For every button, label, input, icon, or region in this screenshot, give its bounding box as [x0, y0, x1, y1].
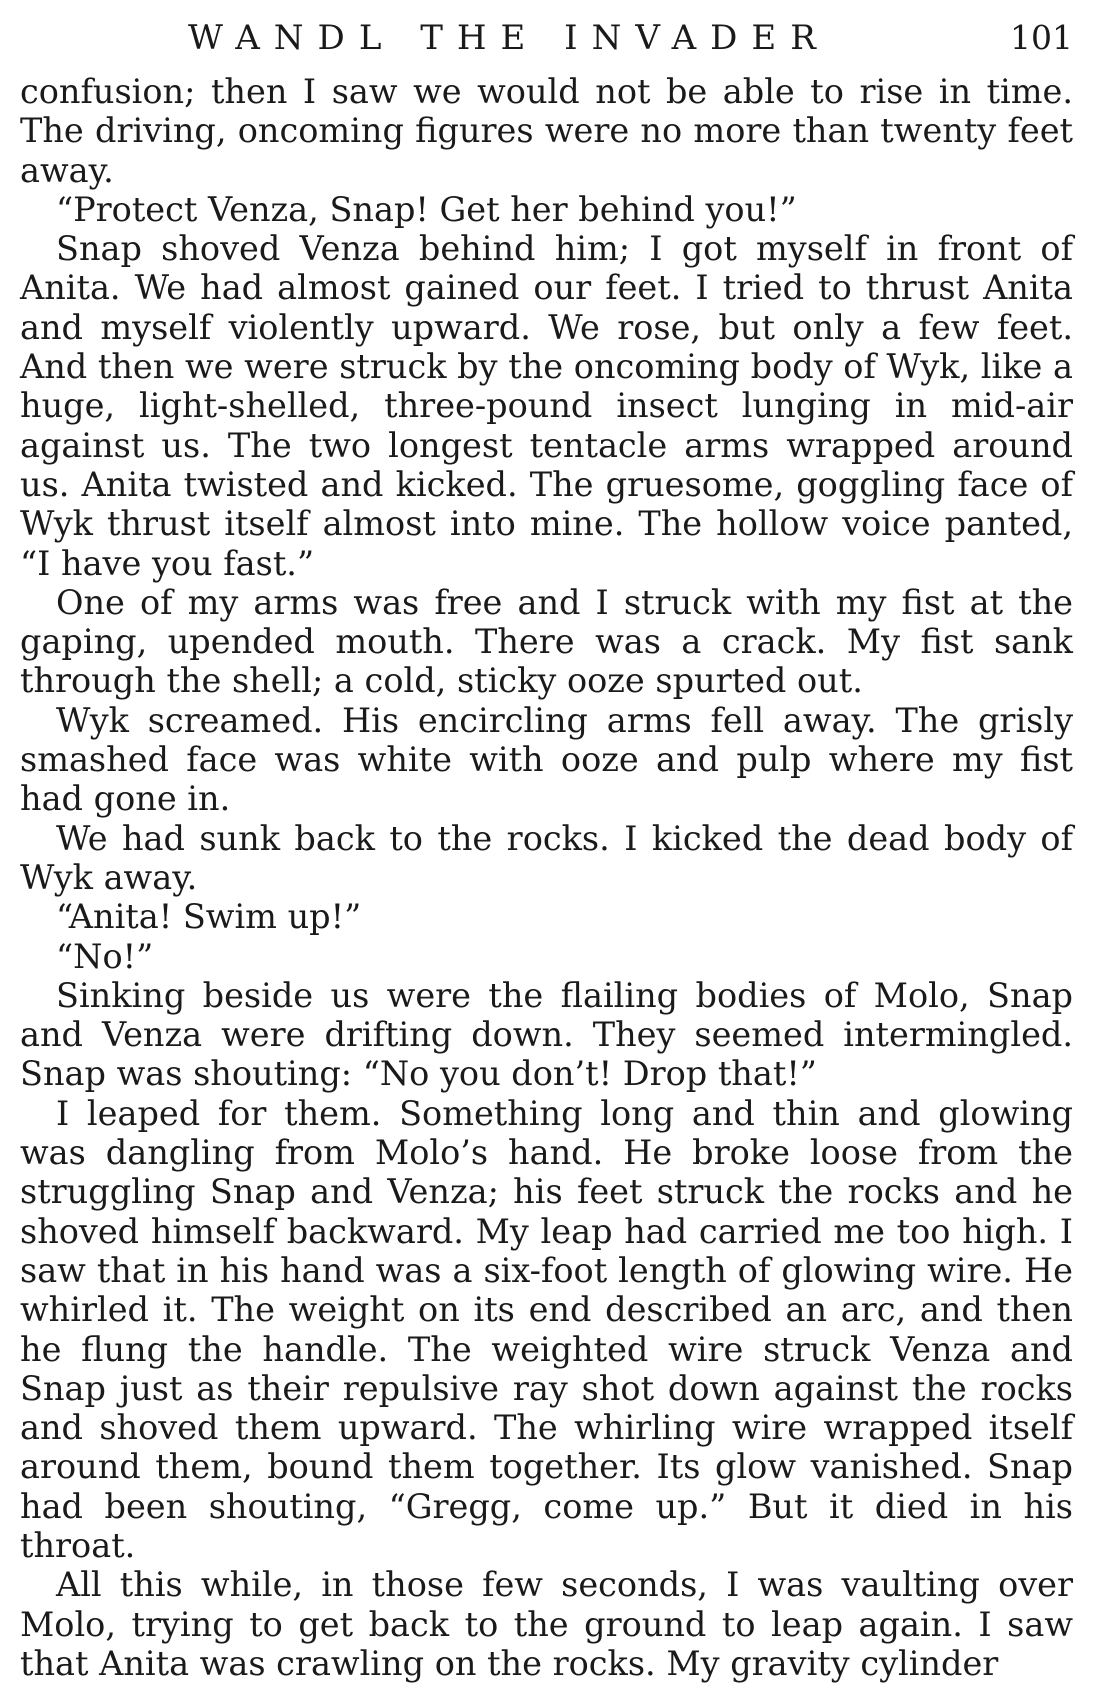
paragraph-3: Snap shoved Venza behind him; I got myself in front of Anita. We had almost gained our feet. I tried to thrust Anita and myself violently upward. We rose, but only a few feet. And then we were struck by the oncoming body of Wyk, like a huge, light-shelled, three-pound insect lunging in mid-air against us. The two longest tentacle arms wrapped around us. Anita twisted and kicked. The gruesome, goggling face of Wyk thrust itself almost into mine. The hollow voice panted, “I have you fast.”	[20, 229, 1073, 583]
page-header	[20, 12, 1073, 64]
paragraph-6: We had sunk back to the rocks. I kicked the dead body of Wyk away.	[20, 818, 1073, 897]
book-page	[20, 12, 1073, 1702]
body-text	[20, 72, 1073, 1683]
paragraph-10: I leaped for them. Something long and thin and glowing was dangling from Molo’s hand. He broke loose from the struggling Snap and Venza; his feet struck the rocks and he shoved himself backward. My leap had carried me too high. I saw that in his hand was a six-foot length of glowing wire. He whirled it. The weight on its end described an arc, and then he flung the handle. The weighted wire struck Venza and Snap just as their repulsive ray shot down against the rocks and shoved them upward. The whirling wire wrapped itself around them, bound them together. Its glow vanished. Snap had been shouting, “Gregg, come up.” But it died in his throat.	[20, 1093, 1073, 1565]
page-number: 101	[1010, 18, 1073, 57]
paragraph-9: Sinking beside us were the flailing bodies of Molo, Snap and Venza were drifting down. They seemed intermingled. Snap was shouting: “No you don’t! Drop that!”	[20, 975, 1073, 1094]
paragraph-5: Wyk screamed. His encircling arms fell away. The grisly smashed face was white with ooze and pulp where my fist had gone in.	[20, 700, 1073, 819]
paragraph-1: confusion; then I saw we would not be able to rise in time. The driving, oncoming figures were no more than twenty feet away.	[20, 72, 1073, 190]
paragraph-7: “Anita! Swim up!”	[56, 897, 362, 937]
paragraph-11: All this while, in those few seconds, I was vaulting over Molo, trying to get back to the ground to leap again. I saw that Anita was crawling on the rocks. My gravity cylinder	[20, 1565, 1073, 1683]
paragraph-4: One of my arms was free and I struck with my fist at the gaping, upended mouth. There was a crack. My fist sank through the shell; a cold, sticky ooze spurted out.	[20, 582, 1073, 701]
running-title: WANDL THE INVADER	[188, 18, 830, 58]
paragraph-2: “Protect Venza, Snap! Get her behind you!”	[56, 189, 797, 229]
paragraph-8: “No!”	[56, 936, 154, 976]
